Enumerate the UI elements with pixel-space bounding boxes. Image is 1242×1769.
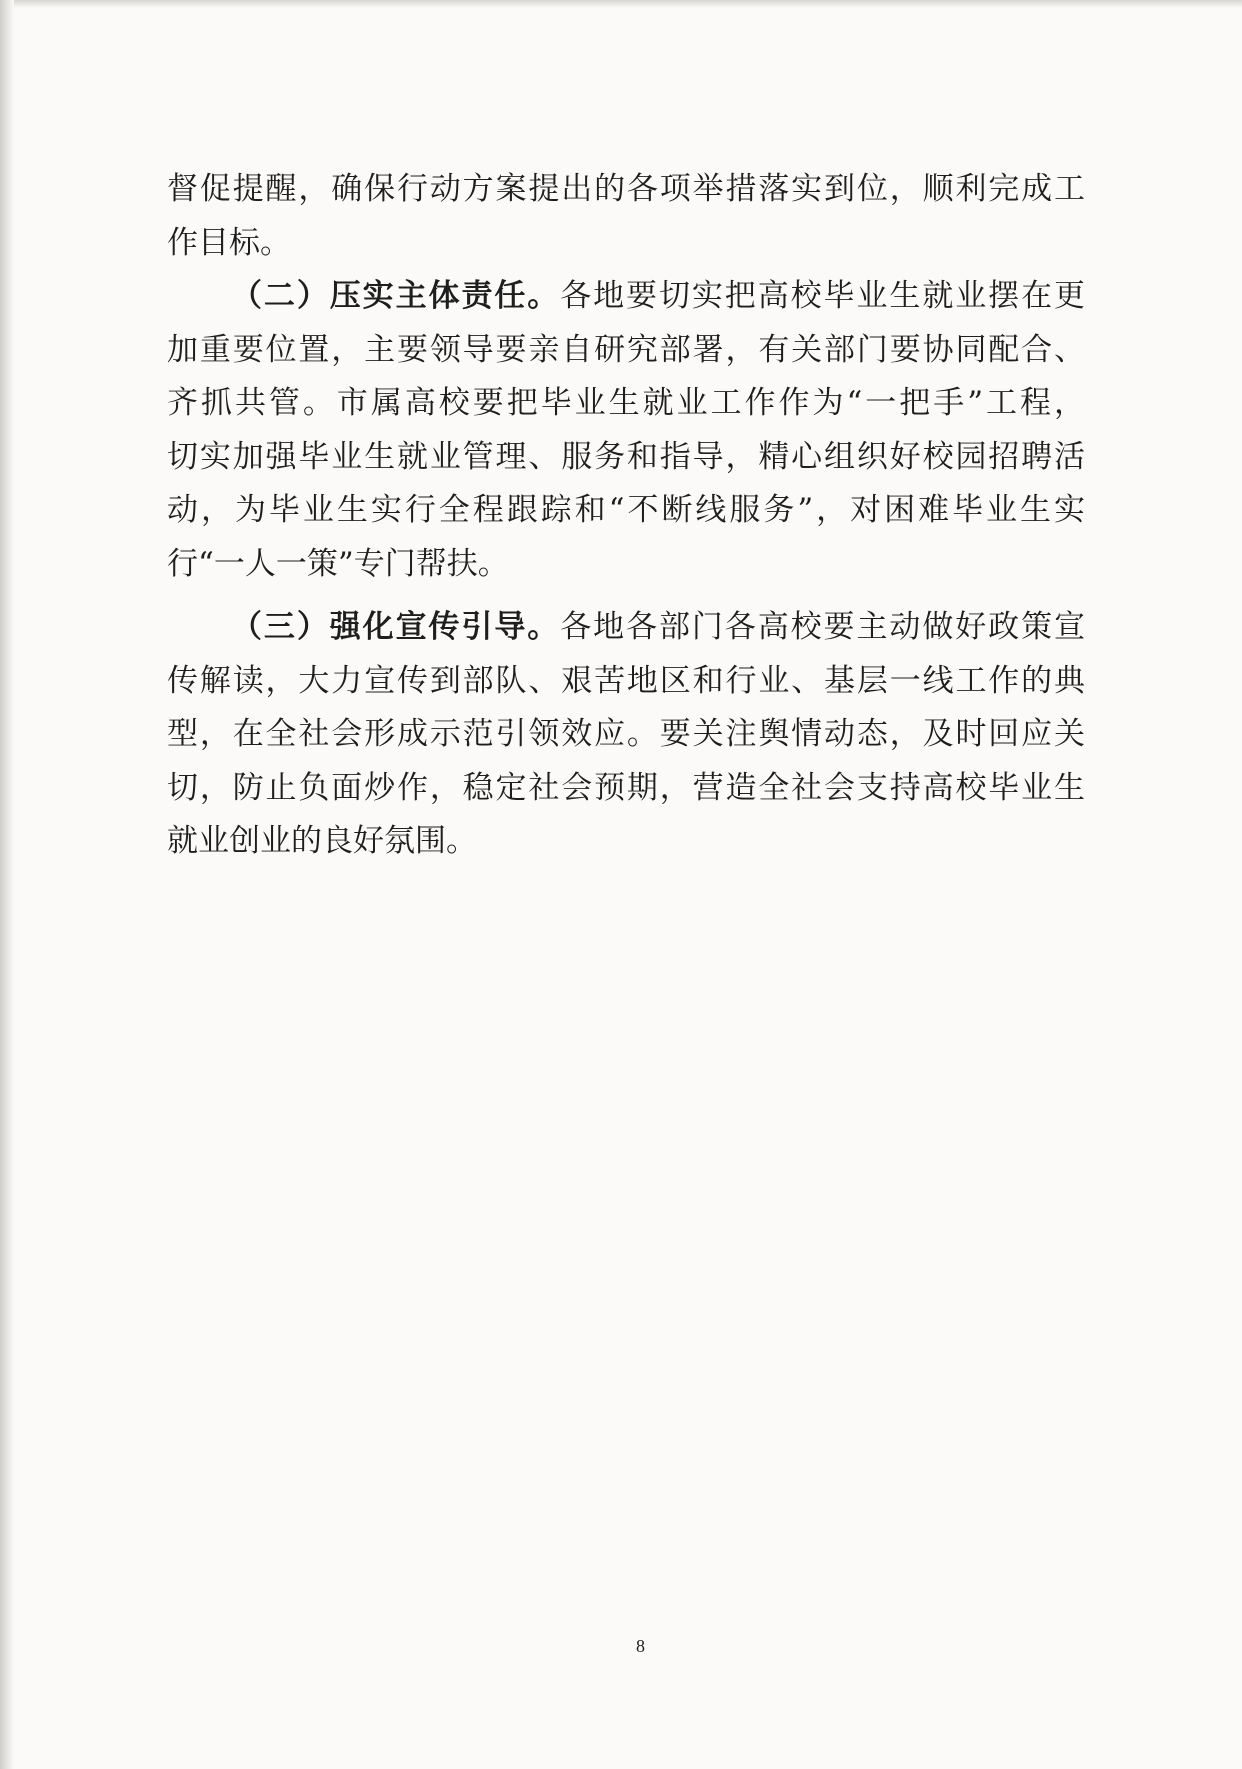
scan-edge-top xyxy=(0,0,1242,8)
text-line: 型，在全社会形成示范引领效应。要关注舆情动态，及时回应关 xyxy=(167,716,1085,752)
text-line: 切实加强毕业生就业管理、服务和指导，精心组织好校园招聘活 xyxy=(167,438,1085,475)
paragraph-section-2-first-line xyxy=(167,270,1085,324)
section-heading-3: （三）强化宣传引导。 xyxy=(231,609,561,645)
document-body-continued xyxy=(167,601,1085,869)
text-span: 各地要切实把高校毕业生就业摆在更 xyxy=(560,278,1086,314)
scan-edge-left xyxy=(0,0,14,1769)
text-line: 就业创业的良好氛围。 xyxy=(167,823,477,859)
text-line: 行“一人一策”专门帮扶。 xyxy=(167,545,509,582)
text-span: 各地各部门各高校要主动做好政策宣 xyxy=(560,609,1086,645)
paragraph-section-3-first-line xyxy=(167,601,1085,655)
text-line: 加重要位置，主要领导要亲自研究部署，有关部门要协同配合、 xyxy=(167,331,1085,368)
page-number: 8 xyxy=(636,1636,645,1656)
text-line: 齐抓共管。市属高校要把毕业生就业工作作为“一把手”工程， xyxy=(167,385,1085,421)
text-line: 传解读，大力宣传到部队、艰苦地区和行业、基层一线工作的典 xyxy=(167,662,1085,699)
text-line: 动，为毕业生实行全程跟踪和“不断线服务”，对困难毕业生实 xyxy=(167,492,1085,528)
text-line: 切，防止负面炒作，稳定社会预期，营造全社会支持高校毕业生 xyxy=(167,769,1085,806)
section-heading-2: （二）压实主体责任。 xyxy=(231,278,561,314)
text-line: 督促提醒，确保行动方案提出的各项举措落实到位，顺利完成工 xyxy=(167,171,1085,207)
document-body xyxy=(167,163,1085,591)
text-line: 作目标。 xyxy=(167,224,291,261)
